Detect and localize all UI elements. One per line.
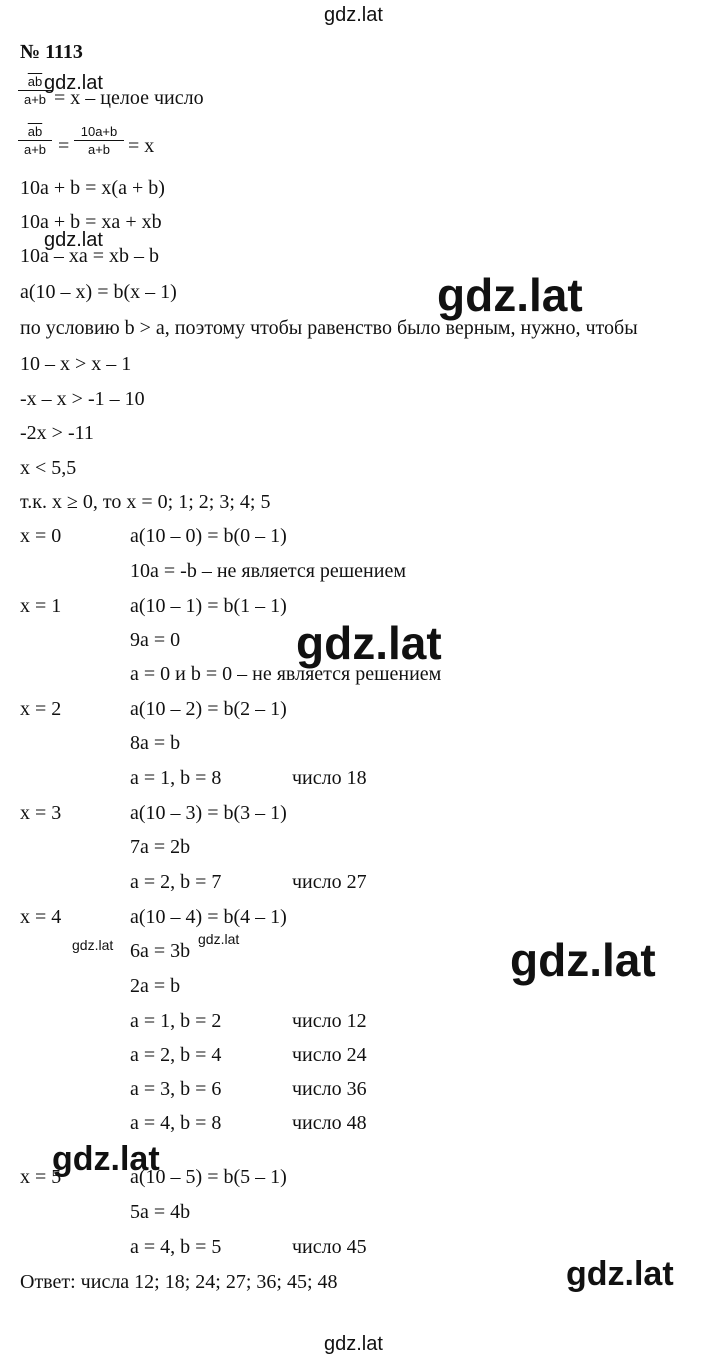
- watermark-bottom: gdz.lat: [324, 1333, 383, 1355]
- case-equation: 5a = 4b: [130, 1201, 191, 1223]
- equals-sign: =: [58, 135, 70, 157]
- case-result: число 45: [292, 1236, 367, 1258]
- case-result: число 48: [292, 1112, 367, 1134]
- fraction-line-1-text: = x – целое число: [54, 87, 204, 109]
- case-equation: a = 2, b = 7: [130, 871, 222, 893]
- fraction-ab-over-a-plus-b-2: [18, 124, 52, 157]
- watermark-large: gdz.lat: [510, 934, 656, 986]
- case-equation: 7a = 2b: [130, 836, 191, 858]
- case-label: x = 2: [20, 698, 62, 720]
- case-equation: a = 3, b = 6: [130, 1078, 222, 1100]
- derivation-line: 10 – x > x – 1: [20, 353, 132, 375]
- fraction-numerator: $\overline{ab}$: [27, 74, 43, 89]
- derivation-line: -x – x > -1 – 10: [20, 388, 145, 410]
- fraction-bar: [74, 140, 124, 141]
- case-label: x = 4: [20, 906, 62, 928]
- fraction-denominator: a+b: [23, 92, 47, 107]
- watermark-large: gdz.lat: [437, 269, 583, 321]
- case-equation: a = 1, b = 8: [130, 767, 222, 789]
- derivation-line: 10a – xa = xb – b: [20, 245, 160, 267]
- watermark-top: gdz.lat: [324, 4, 383, 26]
- fraction-10a-plus-b-over-a-plus-b: [74, 124, 124, 157]
- fraction-denominator: a+b: [23, 142, 47, 157]
- case-result: число 18: [292, 767, 367, 789]
- case-equation: a = 4, b = 8: [130, 1112, 222, 1134]
- case-equation: a = 1, b = 2: [130, 1010, 222, 1032]
- case-label: x = 5: [20, 1166, 62, 1188]
- case-equation: 10a = -b – не является решением: [130, 560, 406, 582]
- case-equation: 9a = 0: [130, 629, 181, 651]
- case-equation: a = 2, b = 4: [130, 1044, 222, 1066]
- watermark-large: gdz.lat: [52, 1140, 160, 1178]
- fraction-numerator: $\overline{ab}$: [27, 124, 43, 139]
- fraction-bar: [18, 140, 52, 141]
- case-result: число 36: [292, 1078, 367, 1100]
- case-result: число 27: [292, 871, 367, 893]
- case-equation: a(10 – 1) = b(1 – 1): [130, 595, 287, 617]
- case-equation: a(10 – 3) = b(3 – 1): [130, 802, 287, 824]
- fraction-denominator: a+b: [87, 142, 111, 157]
- case-equation: 6a = 3b: [130, 940, 191, 962]
- case-equation: a(10 – 0) = b(0 – 1): [130, 525, 287, 547]
- derivation-line: т.к. x ≥ 0, то x = 0; 1; 2; 3; 4; 5: [20, 491, 271, 513]
- case-equation: a = 4, b = 5: [130, 1236, 222, 1258]
- derivation-line: 10a + b = x(a + b): [20, 177, 165, 199]
- derivation-line: -2x > -11: [20, 422, 94, 444]
- fraction-numerator: 10a+b: [80, 124, 118, 139]
- problem-number: № 1113: [20, 41, 83, 63]
- watermark-small: gdz.lat: [198, 931, 240, 947]
- watermark-large: gdz.lat: [296, 617, 442, 669]
- derivation-line: a(10 – x) = b(x – 1): [20, 281, 177, 303]
- watermark-small: gdz.lat: [72, 937, 114, 953]
- case-equation: a = 0 и b = 0 – не является решением: [130, 663, 442, 685]
- case-label: x = 0: [20, 525, 62, 547]
- case-label: x = 1: [20, 595, 62, 617]
- derivation-line: 10a + b = xa + xb: [20, 211, 162, 233]
- case-result: число 24: [292, 1044, 367, 1066]
- case-equation: 8a = b: [130, 732, 181, 754]
- case-equation: a(10 – 5) = b(5 – 1): [130, 1166, 287, 1188]
- derivation-line: x < 5,5: [20, 457, 77, 479]
- case-equation: 2a = b: [130, 975, 181, 997]
- case-equation: a(10 – 4) = b(4 – 1): [130, 906, 287, 928]
- watermark-large: gdz.lat: [566, 1255, 674, 1293]
- answer-line: Ответ: числа 12; 18; 24; 27; 36; 45; 48: [20, 1271, 338, 1293]
- fraction-line-2-text: = x: [128, 135, 155, 157]
- case-result: число 12: [292, 1010, 367, 1032]
- derivation-line: по условию b > a, поэтому чтобы равенство было верным, нужно, чтобы: [20, 317, 638, 339]
- watermark-over-line: gdz.lat: [44, 229, 103, 251]
- watermark-over-fraction: gdz.lat: [44, 72, 103, 94]
- case-equation: a(10 – 2) = b(2 – 1): [130, 698, 287, 720]
- case-label: x = 3: [20, 802, 62, 824]
